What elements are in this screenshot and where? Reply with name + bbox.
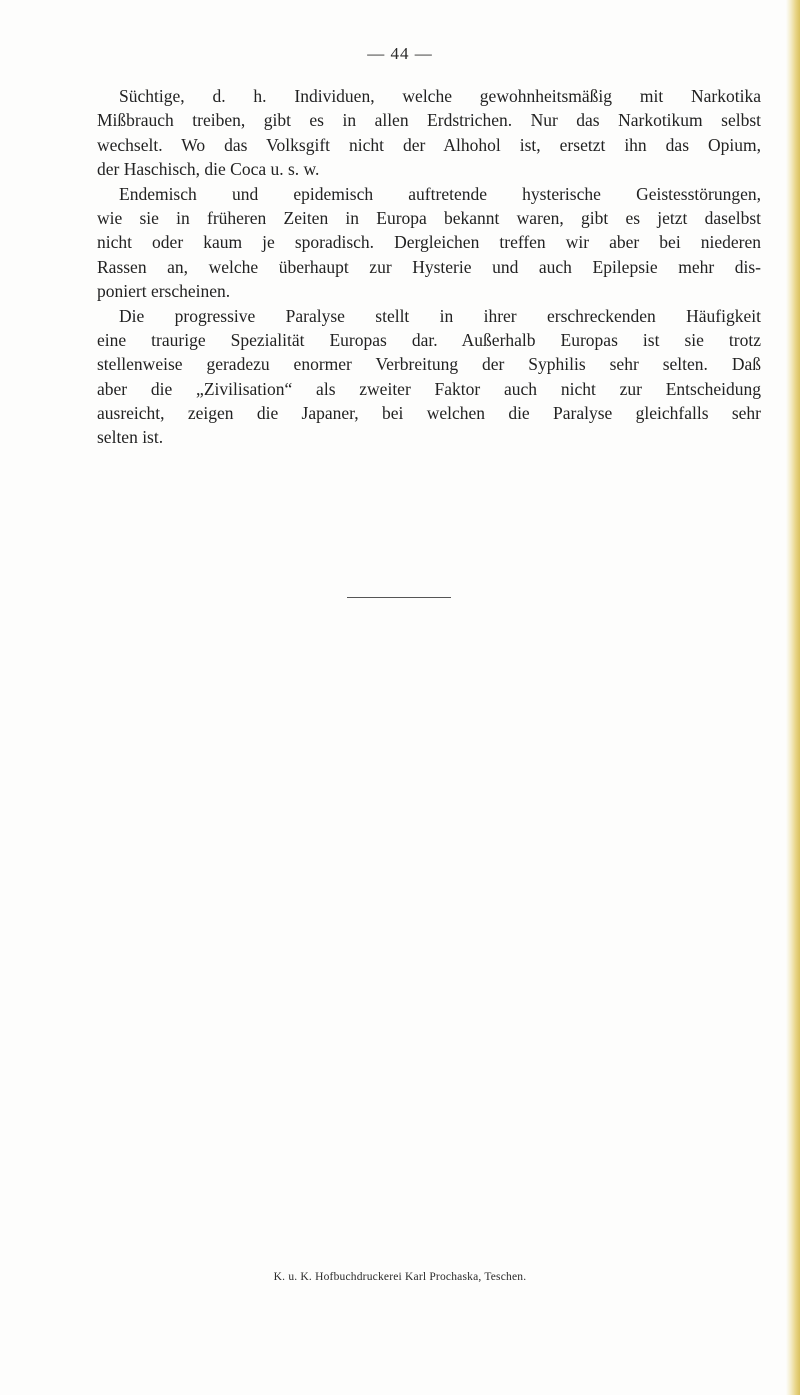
page-number: — 44 — xyxy=(367,44,433,63)
text-line: Die progressive Paralyse stellt in ihrer erschreckenden Häufigkeit xyxy=(119,305,761,326)
text-line: Mißbrauch treiben, gibt es in allen Erdstrichen. Nur das Narkotikum selbst xyxy=(97,110,761,131)
text-line: poniert erscheinen. xyxy=(97,281,231,302)
body-text xyxy=(97,84,761,450)
text-line: stellenweise geradezu enormer Verbreitung der Syphilis sehr selten. Daß xyxy=(97,354,761,375)
printer-imprint: K. u. K. Hofbuchdruckerei Karl Prochaska, Teschen. xyxy=(273,1271,527,1283)
text-line: wechselt. Wo das Volksgift nicht der Alhohol ist, ersetzt ihn das Opium, xyxy=(97,134,761,155)
end-rule xyxy=(347,597,451,598)
text-line: aber die „Zivilisation“ als zweiter Faktor auch nicht zur Entscheidung xyxy=(97,378,761,399)
text-line: ausreicht, zeigen die Japaner, bei welchen die Paralyse gleichfalls sehr xyxy=(97,403,761,424)
text-line: der Haschisch, die Coca u. s. w. xyxy=(97,159,320,180)
text-line: Süchtige, d. h. Individuen, welche gewohnheitsmäßig mit Narkotika xyxy=(119,86,761,106)
text-line: Rassen an, welche überhaupt zur Hysterie und auch Epilepsie mehr dis- xyxy=(97,256,761,277)
text-line: selten ist. xyxy=(97,427,164,448)
text-line: Endemisch und epidemisch auftretende hysterische Geistesstörungen, xyxy=(119,183,761,204)
page-edge-discoloration xyxy=(786,0,800,1395)
text-line: eine traurige Spezialität Europas dar. Außerhalb Europas ist sie trotz xyxy=(97,329,761,350)
text-line: nicht oder kaum je sporadisch. Dergleichen treffen wir aber bei niederen xyxy=(97,232,761,253)
text-line: wie sie in früheren Zeiten in Europa bekannt waren, gibt es jetzt daselbst xyxy=(97,207,761,228)
